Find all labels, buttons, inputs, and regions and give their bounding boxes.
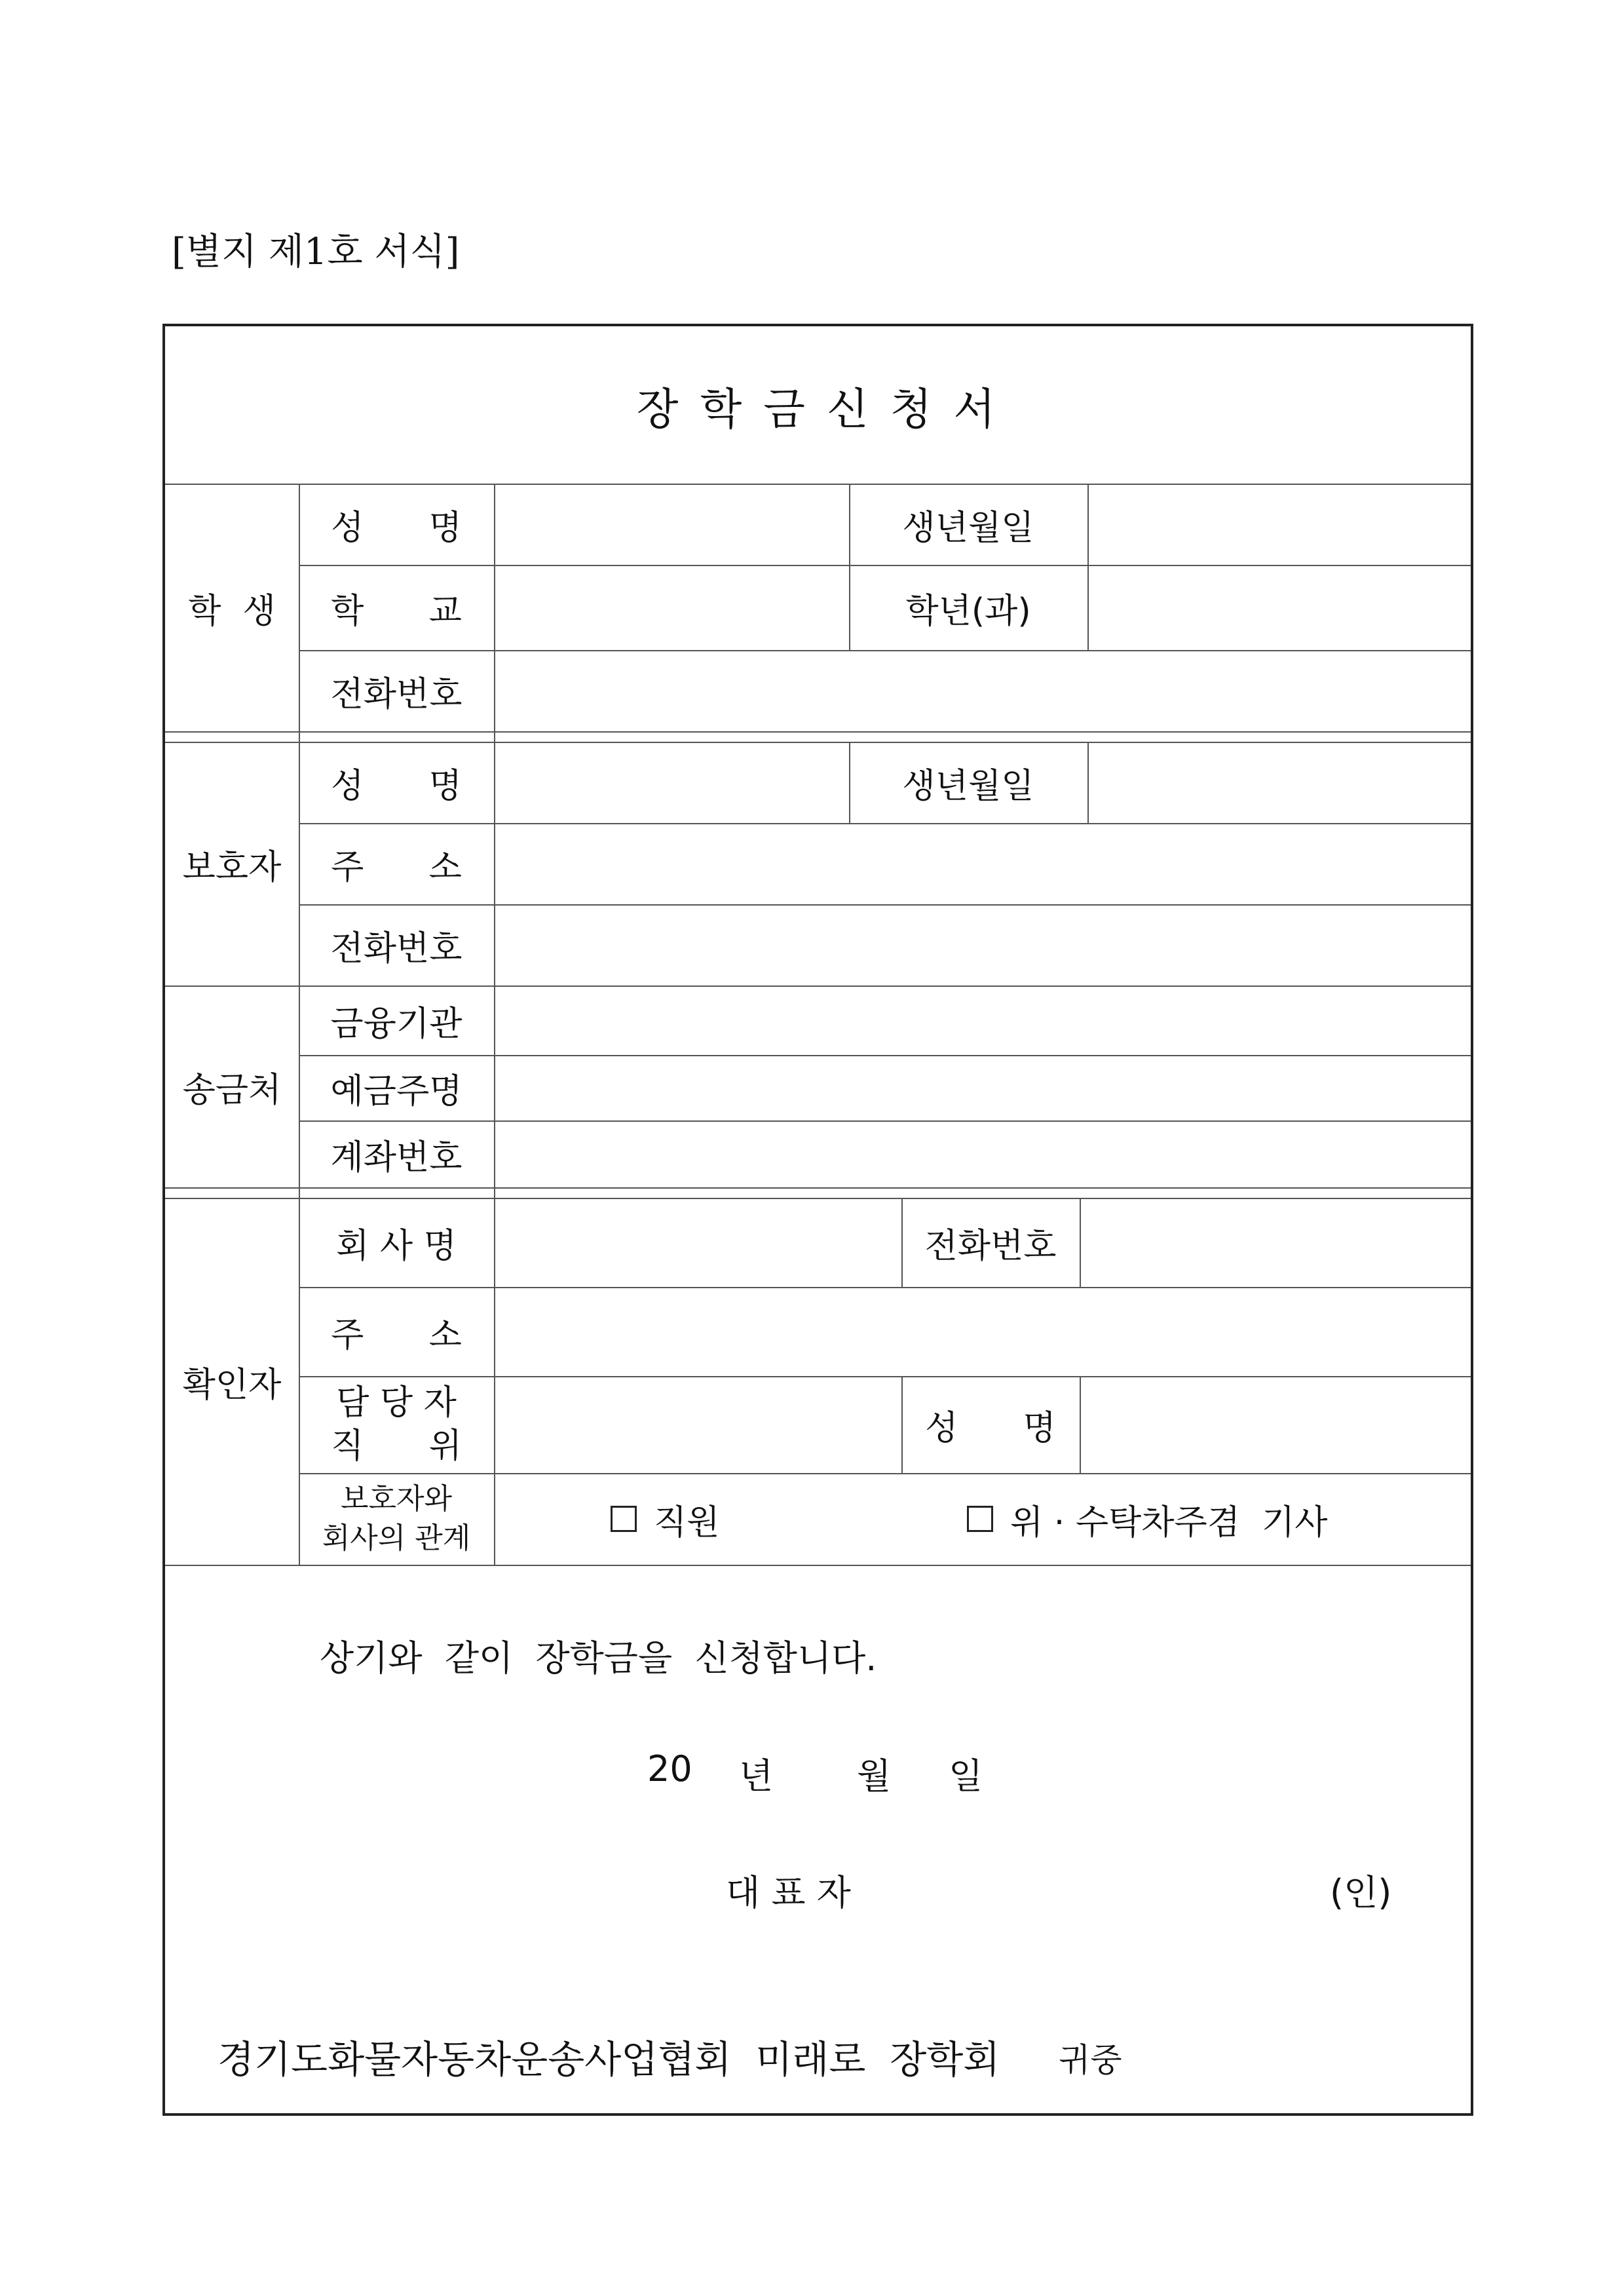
guardian-phone-label: 전화번호 bbox=[330, 928, 463, 968]
bank-label: 금융기관 bbox=[330, 1004, 463, 1044]
guardian-name-label: 성 명 bbox=[331, 766, 462, 806]
confirmer-section-label: 확인자 bbox=[182, 1365, 282, 1405]
student-name-field[interactable] bbox=[495, 485, 848, 564]
manager-label bbox=[299, 1376, 494, 1473]
student-school-field[interactable] bbox=[495, 566, 848, 649]
date-month-label: 월 bbox=[857, 1755, 892, 1797]
driver-option-label: 위 · 수탁차주겸 기사 bbox=[1010, 1502, 1328, 1542]
relation-label-line1: 보호자와 bbox=[340, 1482, 452, 1516]
date-year-prefix: 20 bbox=[647, 1748, 692, 1789]
application-statement: 상기와 같이 장학금을 신청합니다. bbox=[320, 1637, 877, 1679]
guardian-address-label: 주 소 bbox=[331, 847, 462, 887]
student-section-label: 학 생 bbox=[188, 591, 276, 631]
student-grade-field[interactable] bbox=[1089, 566, 1469, 649]
company-address-label: 주 소 bbox=[331, 1315, 462, 1355]
account-holder-field[interactable] bbox=[495, 1056, 1469, 1119]
recipient-organization: 경기도화물자동차운송사업협회 미래로 장학회 bbox=[217, 2037, 1000, 2082]
remittance-section-label: 송금처 bbox=[182, 1070, 282, 1110]
guardian-birth-label: 생년월일 bbox=[902, 766, 1034, 806]
relation-option-employee[interactable] bbox=[611, 1473, 719, 1565]
date-year-label: 년 bbox=[739, 1755, 774, 1797]
company-name-label: 회 사 명 bbox=[336, 1226, 457, 1266]
manager-label-line2: 직 위 bbox=[331, 1426, 462, 1466]
manager-name-field[interactable] bbox=[1081, 1377, 1469, 1472]
date-day-label: 일 bbox=[949, 1755, 983, 1797]
employee-checkbox[interactable] bbox=[611, 1506, 637, 1532]
bank-field[interactable] bbox=[495, 987, 1469, 1054]
student-birth-field[interactable] bbox=[1089, 485, 1469, 564]
date-line bbox=[647, 1748, 1106, 1801]
account-number-label: 계좌번호 bbox=[330, 1138, 463, 1177]
student-grade-label: 학년(과) bbox=[905, 591, 1031, 631]
account-holder-label: 예금주명 bbox=[330, 1071, 463, 1111]
manager-position-field[interactable] bbox=[495, 1377, 900, 1472]
guardian-name-field[interactable] bbox=[495, 743, 848, 822]
driver-checkbox[interactable] bbox=[967, 1506, 993, 1532]
account-number-field[interactable] bbox=[495, 1122, 1469, 1186]
guardian-birth-field[interactable] bbox=[1089, 743, 1469, 822]
student-phone-label: 전화번호 bbox=[330, 674, 463, 714]
relation-label-line2: 회사의 관계 bbox=[322, 1521, 471, 1555]
manager-label-line1: 담 당 자 bbox=[336, 1383, 457, 1423]
company-phone-label: 전화번호 bbox=[924, 1226, 1057, 1266]
student-phone-field[interactable] bbox=[495, 651, 1469, 730]
student-name-label: 성 명 bbox=[331, 508, 462, 548]
guardian-phone-field[interactable] bbox=[495, 906, 1469, 984]
form-number-note: [별지 제1호 서식] bbox=[172, 231, 460, 273]
employee-option-label: 직원 bbox=[654, 1502, 720, 1542]
company-name-field[interactable] bbox=[495, 1199, 900, 1286]
form-frame bbox=[162, 324, 1473, 2116]
student-birth-label: 생년월일 bbox=[902, 508, 1034, 548]
form-title: 장 학 금 신 청 서 bbox=[636, 383, 1000, 434]
student-school-label: 학 교 bbox=[331, 591, 462, 631]
manager-name-label: 성 명 bbox=[925, 1408, 1056, 1448]
seal-mark: (인) bbox=[1330, 1872, 1392, 1913]
guardian-address-field[interactable] bbox=[495, 824, 1469, 903]
representative-label: 대 표 자 bbox=[726, 1872, 851, 1913]
relation-option-driver[interactable] bbox=[967, 1473, 1328, 1565]
relation-label bbox=[299, 1473, 494, 1565]
guardian-section-label: 보호자 bbox=[182, 847, 282, 887]
company-address-field[interactable] bbox=[495, 1288, 1469, 1375]
recipient-suffix: 귀중 bbox=[1059, 2041, 1122, 2079]
company-phone-field[interactable] bbox=[1081, 1199, 1469, 1286]
